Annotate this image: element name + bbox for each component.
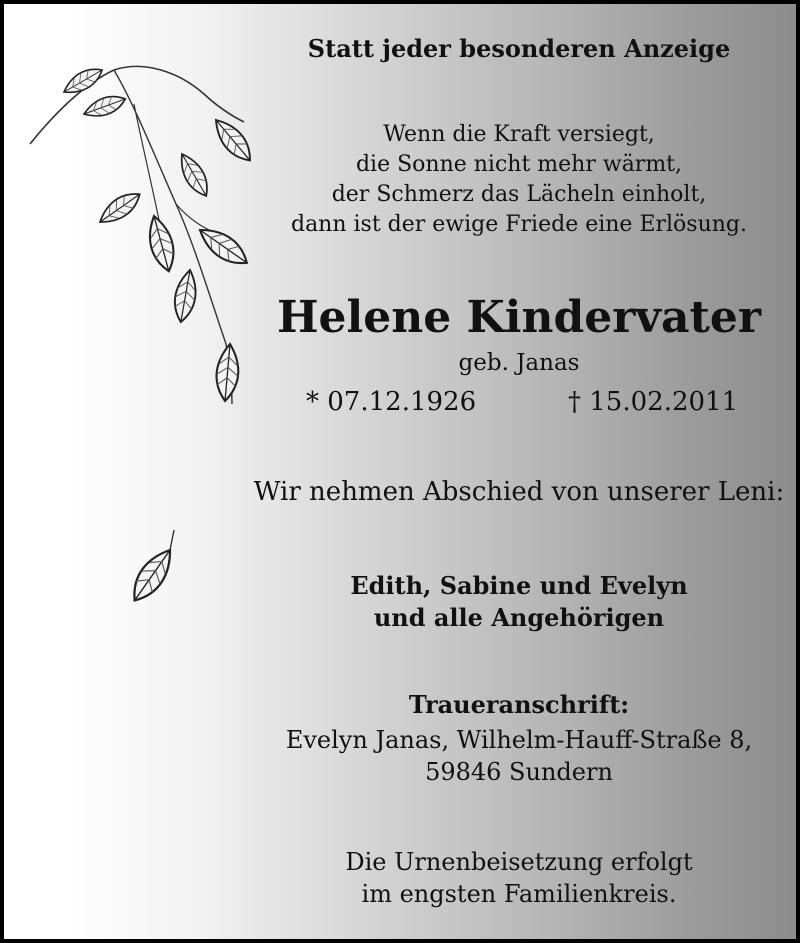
address-label: Traueranschrift: — [408, 690, 630, 719]
mourners-line: Edith, Sabine und Evelyn — [350, 571, 688, 600]
address-line: Evelyn Janas, Wilhelm-Hauff-Straße 8, — [285, 726, 753, 754]
leaf-icon — [171, 268, 200, 323]
address-line: 59846 Sundern — [425, 758, 613, 786]
falling-leaf-icon — [125, 543, 179, 607]
leaf-icon — [81, 91, 128, 122]
burial-line: Die Urnenbeisetzung erfolgt — [345, 848, 693, 876]
deceased-name: Helene Kindervater — [276, 292, 762, 343]
leaf-icon — [95, 187, 145, 230]
leaf-icon — [144, 213, 180, 274]
poem-line: der Schmerz das Lächeln einholt, — [331, 182, 707, 207]
mourners-line: und alle Angehörigen — [373, 603, 665, 632]
poem-line: Wenn die Kraft versiegt, — [383, 122, 655, 147]
farewell-text: Wir nehmen Abschied von unserer Leni: — [253, 477, 785, 507]
notice-heading: Statt jeder besonderen Anzeige — [307, 34, 731, 63]
leaf-icon — [60, 63, 106, 99]
birth-date: * 07.12.1926 — [306, 387, 477, 417]
poem-line: die Sonne nicht mehr wärmt, — [355, 152, 683, 177]
poem — [234, 120, 800, 240]
address — [234, 724, 800, 788]
mourners — [234, 570, 800, 634]
leaf-icon — [174, 149, 214, 200]
poem-line: dann ist der ewige Friede eine Erlösung. — [290, 212, 748, 237]
life-dates — [234, 387, 800, 423]
burial-line: im engsten Familienkreis. — [361, 880, 677, 908]
burial-note — [234, 846, 800, 910]
birth-name: geb. Janas — [458, 350, 580, 376]
death-date: † 15.02.2011 — [568, 387, 739, 417]
